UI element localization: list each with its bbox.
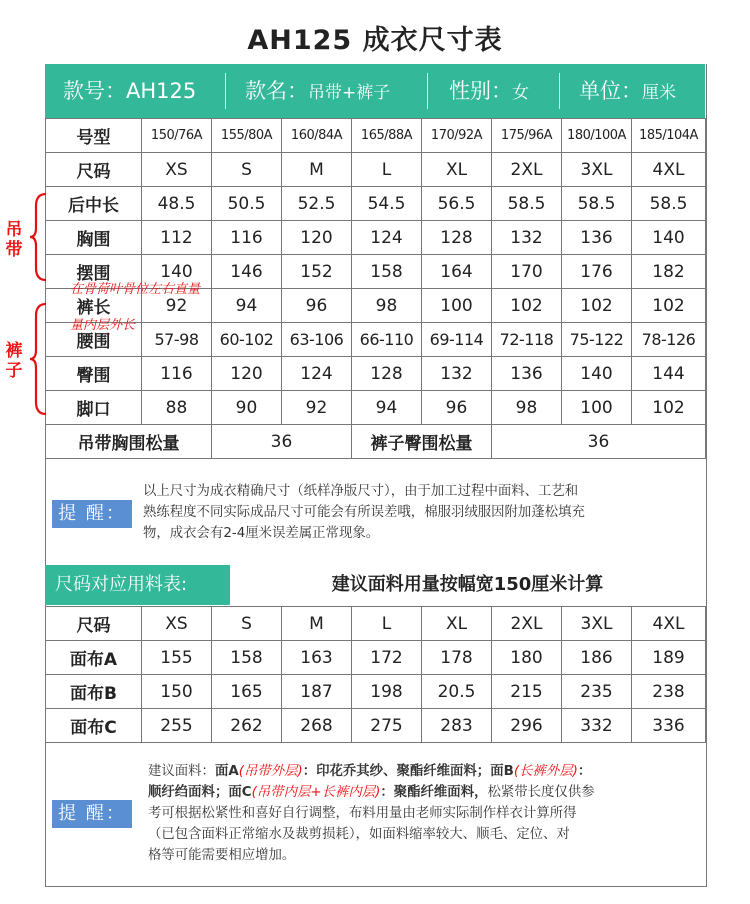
measure-cell: 75-122 (562, 323, 632, 357)
measure-cell: 102 (562, 289, 632, 323)
size-cell: XL (422, 607, 492, 641)
size-row-label: 尺码 (46, 153, 142, 187)
style-no-cell (63, 64, 196, 118)
yield-cell: 255 (142, 709, 212, 743)
yield-cell: 262 (212, 709, 282, 743)
gender-cell (449, 64, 529, 118)
yield-size-label: 尺码 (46, 607, 142, 641)
bar-divider (427, 73, 428, 109)
bottom-ease-label: 裤子臀围松量 (352, 425, 492, 459)
top-group-brace (28, 192, 48, 282)
measure-cell: 120 (212, 357, 282, 391)
yield-cell: 180 (492, 641, 562, 675)
measure-cell: 182 (632, 255, 706, 289)
measure-cell: 146 (212, 255, 282, 289)
yield-cell: 296 (492, 709, 562, 743)
fabric-c-tag: 面C (228, 785, 252, 800)
code-row (46, 119, 706, 153)
measure-cell: 92 (282, 391, 352, 425)
fabric-b-tag: 面B (490, 764, 514, 779)
measure-row-waist (46, 323, 706, 357)
size-row (46, 153, 706, 187)
tip-line: 考可根据松紧性和喜好自行调整，布料用量由老师实际制作样衣计算所得 (148, 806, 577, 821)
measure-cell: 96 (422, 391, 492, 425)
size-code-cell: 175/96A (492, 119, 562, 153)
yield-cell: 215 (492, 675, 562, 709)
size-cell: 2XL (492, 607, 562, 641)
measure-cell: 98 (352, 289, 422, 323)
yield-cell: 20.5 (422, 675, 492, 709)
measure-label: 后中长 (46, 187, 142, 221)
gender-value: 女 (512, 83, 529, 103)
measure-cell: 144 (632, 357, 706, 391)
measure-cell: 116 (142, 357, 212, 391)
fabric-b-note: (长裤外层) (513, 764, 578, 779)
measure-cell: 136 (492, 357, 562, 391)
measure-row-back-length (46, 187, 706, 221)
measure-cell: 128 (422, 221, 492, 255)
measure-cell: 158 (352, 255, 422, 289)
tip-line (148, 761, 696, 782)
size-cell: M (282, 153, 352, 187)
size-cell: 3XL (562, 607, 632, 641)
yield-cell: 186 (562, 641, 632, 675)
measure-row-leg-opening (46, 391, 706, 425)
ease-row (46, 425, 706, 459)
measure-cell: 50.5 (212, 187, 282, 221)
length-measure-note: 量内层外长 (70, 318, 136, 333)
measure-cell: 112 (142, 221, 212, 255)
measure-cell: 124 (282, 357, 352, 391)
fabric-a-tag: 面A (214, 764, 239, 779)
style-name-cell (245, 64, 390, 118)
bottom-ease-value: 36 (492, 425, 706, 459)
measure-cell: 56.5 (422, 187, 492, 221)
unit-cell (579, 64, 676, 118)
size-cell: 4XL (632, 607, 706, 641)
yield-cell: 158 (212, 641, 282, 675)
bar-divider (559, 73, 560, 109)
measure-label: 裤长 (46, 289, 142, 323)
measure-cell: 132 (492, 221, 562, 255)
tip-line: 格等可能需要相应增加。 (148, 848, 296, 863)
size-cell: S (212, 153, 282, 187)
tip-fragment: 顺纡绉面料； (148, 785, 229, 800)
measure-cell: 63-106 (282, 323, 352, 357)
hem-measure-note: 在骨荷叶骨位左右直量 (70, 282, 201, 297)
fabric-tip-text (148, 761, 696, 866)
measure-cell: 170 (492, 255, 562, 289)
measure-cell: 88 (142, 391, 212, 425)
tip-fragment: ：聚酯纤维面料， (380, 785, 488, 800)
size-cell: 2XL (492, 153, 562, 187)
measure-cell: 100 (422, 289, 492, 323)
measure-cell: 92 (142, 289, 212, 323)
measure-cell: 102 (492, 289, 562, 323)
fabric-label: 面布C (46, 709, 142, 743)
fabric-label: 面布B (46, 675, 142, 709)
measure-label: 臀围 (46, 357, 142, 391)
measure-cell: 94 (352, 391, 422, 425)
top-ease-label: 吊带胸围松量 (46, 425, 212, 459)
yield-cell: 283 (422, 709, 492, 743)
top-group-label: 吊带 (5, 220, 23, 260)
tip-line: 熟练程度不同实际成品尺寸可能会有所误差哦，棉服羽绒服因附加蓬松填充 (143, 505, 585, 520)
measure-row-chest (46, 221, 706, 255)
tip-fragment: 建议面料： (148, 764, 215, 779)
size-code-cell: 180/100A (562, 119, 632, 153)
measure-cell: 94 (212, 289, 282, 323)
header-bar (45, 64, 705, 118)
measure-label: 摆围 (46, 255, 142, 289)
measure-row-hip (46, 357, 706, 391)
gender-label: 性别： (449, 79, 512, 103)
yield-cell: 189 (632, 641, 706, 675)
measure-cell: 58.5 (492, 187, 562, 221)
measure-cell: 57-98 (142, 323, 212, 357)
yield-cell: 165 (212, 675, 282, 709)
measure-cell: 90 (212, 391, 282, 425)
measure-cell: 140 (632, 221, 706, 255)
top-ease-value: 36 (212, 425, 352, 459)
tip-text (143, 481, 585, 544)
yield-cell: 268 (282, 709, 352, 743)
unit-value: 厘米 (642, 83, 676, 103)
measure-cell: 52.5 (282, 187, 352, 221)
yield-cell: 155 (142, 641, 212, 675)
yield-row-fabric-c (46, 709, 706, 743)
code-row-label: 号型 (46, 119, 142, 153)
measure-cell: 102 (632, 289, 706, 323)
measure-cell: 69-114 (422, 323, 492, 357)
style-no-label: 款号： (63, 79, 126, 103)
tip-fragment: 松紧带长度仅供参 (487, 785, 595, 800)
measure-cell: 60-102 (212, 323, 282, 357)
size-cell: L (352, 153, 422, 187)
yield-cell: 238 (632, 675, 706, 709)
measure-cell: 96 (282, 289, 352, 323)
measure-cell: 58.5 (632, 187, 706, 221)
yield-cell: 198 (352, 675, 422, 709)
size-code-cell: 155/80A (212, 119, 282, 153)
size-cell: XL (422, 153, 492, 187)
tip-badge: 提 醒： (52, 800, 132, 828)
bottom-group-label: 裤子 (5, 341, 23, 381)
yield-table-label: 尺码对应用料表: (45, 565, 230, 605)
size-code-cell: 185/104A (632, 119, 706, 153)
fabric-c-note: (吊带内层+长裤内层) (251, 785, 381, 800)
measure-cell: 140 (562, 357, 632, 391)
size-cell: S (212, 607, 282, 641)
measure-cell: 128 (352, 357, 422, 391)
yield-headline: 建议面料用量按幅宽150厘米计算 (331, 574, 604, 595)
measure-cell: 176 (562, 255, 632, 289)
tip-fragment: ：印花乔其纱、聚酯纤维面料； (302, 764, 491, 779)
measure-cell: 164 (422, 255, 492, 289)
yield-cell: 275 (352, 709, 422, 743)
measure-label: 脚口 (46, 391, 142, 425)
yield-cell: 178 (422, 641, 492, 675)
yield-cell: 235 (562, 675, 632, 709)
yield-cell: 150 (142, 675, 212, 709)
tip-line: 以上尺寸为成衣精确尺寸（纸样净版尺寸），由于加工过程中面料、工艺和 (143, 484, 579, 499)
measure-cell: 116 (212, 221, 282, 255)
fabric-label: 面布A (46, 641, 142, 675)
size-cell: 3XL (562, 153, 632, 187)
measure-cell: 54.5 (352, 187, 422, 221)
measure-cell: 124 (352, 221, 422, 255)
yield-row-fabric-a (46, 641, 706, 675)
tip-fragment: ： (577, 764, 592, 779)
tip-line (148, 782, 696, 803)
measure-cell: 98 (492, 391, 562, 425)
measure-label: 胸围 (46, 221, 142, 255)
bottom-group-brace (28, 302, 48, 416)
size-cell: M (282, 607, 352, 641)
measure-cell: 78-126 (632, 323, 706, 357)
yield-cell: 336 (632, 709, 706, 743)
yield-row-fabric-b (46, 675, 706, 709)
measure-cell: 100 (562, 391, 632, 425)
measure-cell: 140 (142, 255, 212, 289)
yield-cell: 163 (282, 641, 352, 675)
tip-line: 物，成衣会有2-4厘米误差属正常现象。 (143, 526, 380, 541)
measure-cell: 102 (632, 391, 706, 425)
bar-divider (225, 73, 226, 109)
measure-cell: 132 (422, 357, 492, 391)
size-cell: XS (142, 153, 212, 187)
measure-cell: 66-110 (352, 323, 422, 357)
measure-cell: 136 (562, 221, 632, 255)
yield-table (45, 606, 706, 743)
tip-badge: 提 醒： (52, 500, 132, 528)
measure-label: 腰围 (46, 323, 142, 357)
size-code-cell: 165/88A (352, 119, 422, 153)
yield-cell: 332 (562, 709, 632, 743)
measure-cell: 48.5 (142, 187, 212, 221)
page-title: AH125 成衣尺寸表 (247, 25, 503, 56)
size-cell: L (352, 607, 422, 641)
style-no-value: AH125 (126, 79, 197, 103)
yield-size-row (46, 607, 706, 641)
size-code-cell: 150/76A (142, 119, 212, 153)
measure-cell: 152 (282, 255, 352, 289)
size-code-cell: 160/84A (282, 119, 352, 153)
tip-line: （已包含面料正常缩水及裁剪损耗），如面料缩率较大、顺毛、定位、对 (148, 827, 570, 842)
yield-cell: 187 (282, 675, 352, 709)
style-name-value: 吊带+裤子 (308, 83, 391, 103)
yield-cell: 172 (352, 641, 422, 675)
style-name-label: 款名： (245, 79, 308, 103)
size-code-cell: 170/92A (422, 119, 492, 153)
size-cell: XS (142, 607, 212, 641)
unit-label: 单位： (579, 79, 642, 103)
fabric-a-note: (吊带外层) (238, 764, 303, 779)
measure-cell: 58.5 (562, 187, 632, 221)
size-cell: 4XL (632, 153, 706, 187)
measure-cell: 72-118 (492, 323, 562, 357)
measure-cell: 120 (282, 221, 352, 255)
